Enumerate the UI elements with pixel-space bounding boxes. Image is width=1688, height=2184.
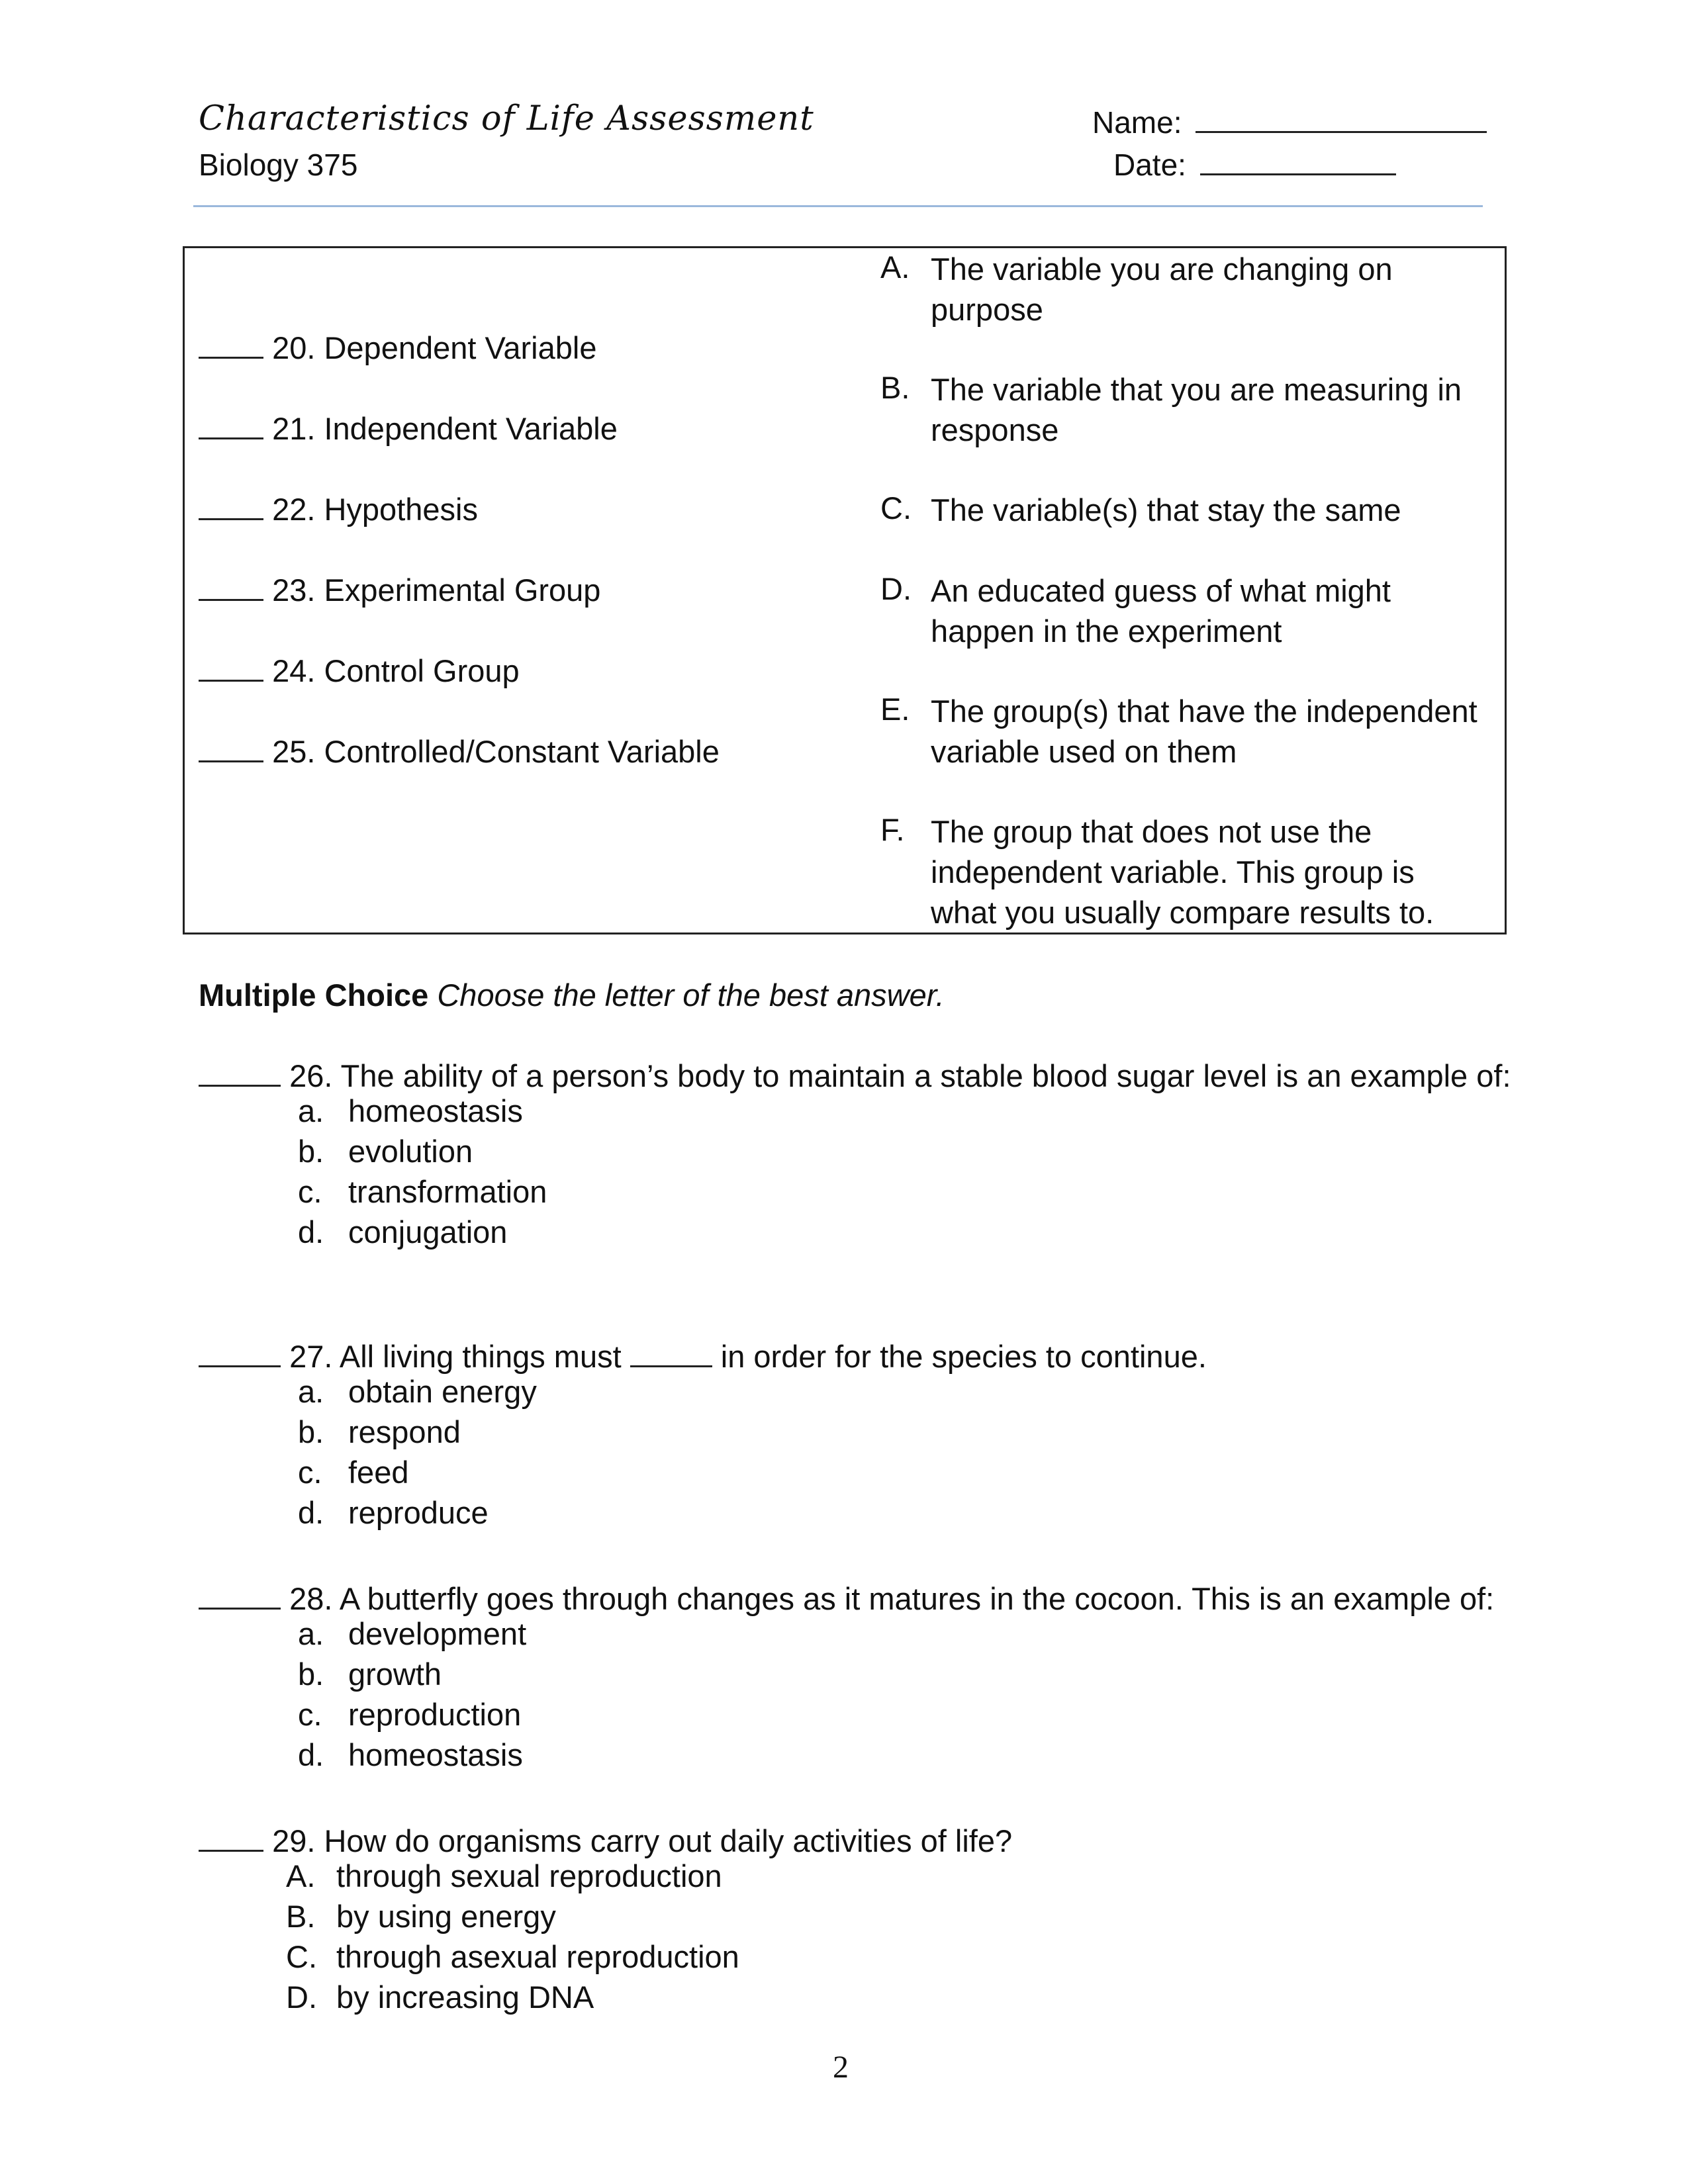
date-blank[interactable] <box>1200 171 1396 175</box>
definition-text: The group that does not use the independent variable. This group is what you usually compare results to. <box>931 814 1434 930</box>
question-prompt: 27. All living things must <box>289 1339 622 1374</box>
matching-item: 22. Hypothesis <box>199 491 478 527</box>
question-prompt-continued: in order for the species to continue. <box>720 1339 1207 1374</box>
definition-letter: D. <box>880 571 912 606</box>
question-prompt: 26. The ability of a person’s body to maintain a stable blood sugar level is an example of: <box>289 1058 1511 1093</box>
matching-item: 21. Independent Variable <box>199 410 618 447</box>
definition-letter: E. <box>880 692 910 727</box>
definition-text: The variable you are changing on purpose <box>931 251 1393 327</box>
definition-text: The variable(s) that stay the same <box>931 492 1401 527</box>
answer-blank[interactable] <box>199 354 263 359</box>
definition-text: The variable that you are measuring in response <box>931 372 1462 447</box>
answer-blank[interactable] <box>199 758 263 762</box>
definition-letter: A. <box>880 250 910 285</box>
answer-blank[interactable] <box>199 1082 281 1087</box>
matching-item: 20. Dependent Variable <box>199 330 596 366</box>
matching-item: 24. Control Group <box>199 653 520 689</box>
question-prompt: 29. How do organisms carry out daily activities of life? <box>272 1823 1013 1858</box>
answer-blank[interactable] <box>199 1847 263 1852</box>
answer-blank[interactable] <box>199 677 263 682</box>
definition-letter: C. <box>880 490 912 525</box>
name-blank[interactable] <box>1196 128 1487 133</box>
section-instruction: Choose the letter of the best answer. <box>437 978 945 1013</box>
answer-blank[interactable] <box>199 1363 281 1367</box>
question-prompt: 28. A butterfly goes through changes as it matures in the cocoon. This is an example of: <box>289 1581 1495 1616</box>
page-number: 2 <box>833 2050 849 2085</box>
multiple-choice-heading <box>199 977 945 1013</box>
definition-text: The group(s) that have the independent variable used on them <box>931 694 1477 769</box>
name-label: Name: <box>1092 105 1182 140</box>
course-label: Biology 375 <box>199 148 358 182</box>
assessment-title: Characteristics of Life Assessment <box>199 99 814 138</box>
definition-letter: B. <box>880 370 910 405</box>
date-field <box>1113 147 1396 183</box>
answer-blank[interactable] <box>199 516 263 520</box>
answer-blank[interactable] <box>199 596 263 601</box>
matching-item: 25. Controlled/Constant Variable <box>199 733 720 770</box>
inline-blank <box>630 1363 712 1367</box>
question-27 <box>199 1338 1207 1375</box>
answer-blank[interactable] <box>199 435 263 439</box>
answer-blank[interactable] <box>199 1605 281 1610</box>
header-divider <box>193 205 1483 207</box>
matching-item: 23. Experimental Group <box>199 572 600 608</box>
question-29 <box>199 1823 1012 1859</box>
definition-letter: F. <box>880 812 905 847</box>
name-field <box>1092 105 1487 140</box>
section-title: Multiple Choice <box>199 978 429 1013</box>
date-label: Date: <box>1113 148 1186 182</box>
question-26 <box>199 1058 1511 1094</box>
question-28 <box>199 1580 1494 1617</box>
definition-text: An educated guess of what might happen in the experiment <box>931 573 1391 649</box>
